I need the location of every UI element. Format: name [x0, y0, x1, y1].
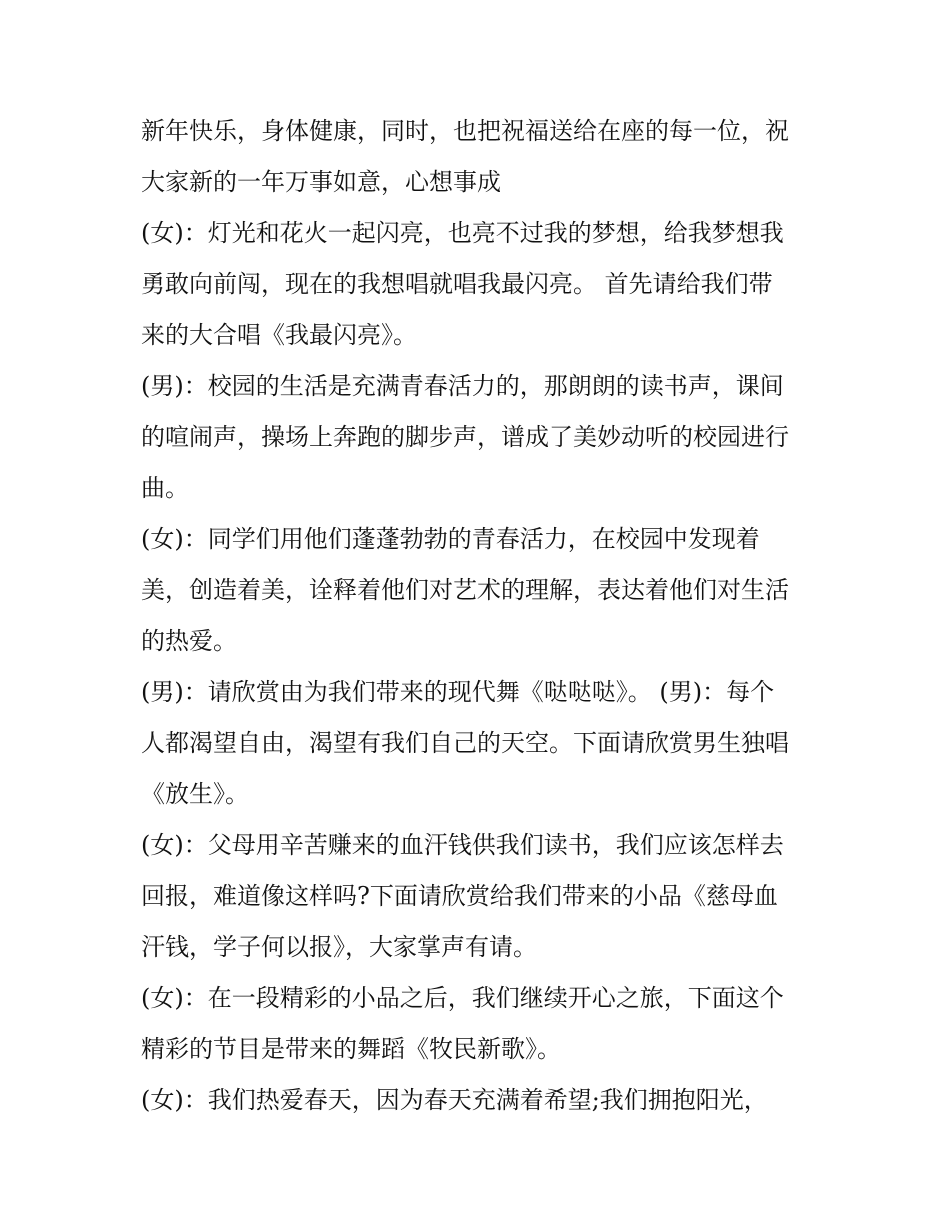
text-line: 人都渴望自由，渴望有我们自己的天空。下面请欣赏男生独唱 — [141, 729, 789, 757]
text-line: 曲。 — [141, 474, 189, 502]
text-line: 来的大合唱《我最闪亮》。 — [141, 321, 417, 349]
text-line: (女)：同学们用他们蓬蓬勃勃的青春活力，在校园中发现着 — [141, 525, 760, 553]
text-line: 新年快乐，身体健康，同时，也把祝福送给在座的每一位，祝 — [141, 117, 789, 145]
text-line: 的喧闹声，操场上奔跑的脚步声，谱成了美妙动听的校园进行 — [141, 423, 789, 451]
text-line: 回报，难道像这样吗?下面请欣赏给我们带来的小品《慈母血 — [141, 882, 778, 910]
text-line: (男)：请欣赏由为我们带来的现代舞《哒哒哒》。 (男)：每个 — [141, 678, 775, 706]
text-line: (女)：父母用辛苦赚来的血汗钱供我们读书，我们应该怎样去 — [141, 831, 784, 859]
text-line: (女)：灯光和花火一起闪亮，也亮不过我的梦想，给我梦想我 — [141, 219, 784, 247]
text-line: 精彩的节目是带来的舞蹈《牧民新歌》。 — [141, 1035, 561, 1063]
text-line: 美，创造着美，诠释着他们对艺术的理解，表达着他们对生活 — [141, 576, 789, 604]
document-body — [141, 106, 821, 1126]
text-line: (男)：校园的生活是充满青春活力的，那朗朗的读书声，课间 — [141, 372, 784, 400]
text-line: 勇敢向前闯，现在的我想唱就唱我最闪亮。 首先请给我们带 — [141, 270, 773, 298]
text-line: (女)：我们热爱春天，因为春天充满着希望;我们拥抱阳光， — [141, 1086, 768, 1114]
text-line: 大家新的一年万事如意，心想事成 — [141, 168, 501, 196]
text-line: 的热爱。 — [141, 627, 237, 655]
text-line: 《放生》。 — [141, 780, 249, 808]
text-line: 汗钱，学子何以报》，大家掌声有请。 — [141, 933, 537, 961]
text-line: (女)：在一段精彩的小品之后，我们继续开心之旅，下面这个 — [141, 984, 784, 1012]
